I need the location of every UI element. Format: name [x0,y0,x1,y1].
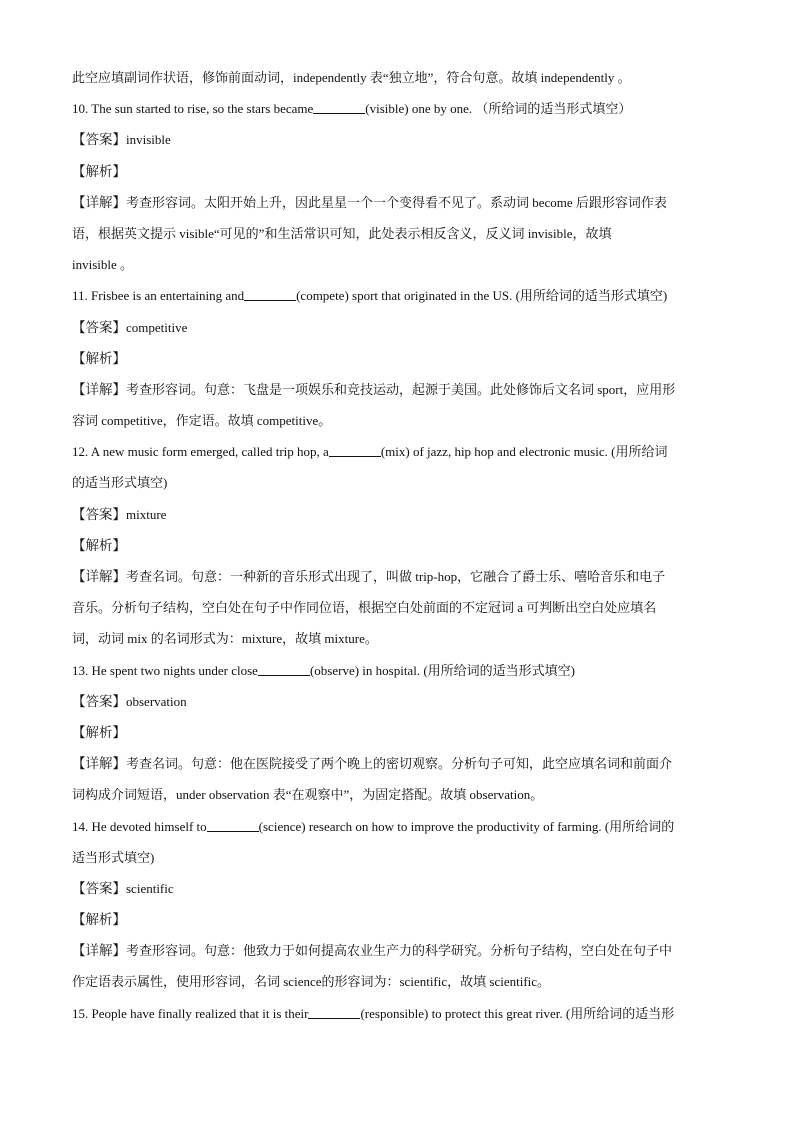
question-hint: (mix) of jazz, hip hop and electronic music. (用所给词 [380,444,668,460]
answer-blank [258,661,310,676]
text-line [72,592,724,623]
answer-line [72,124,724,155]
paragraph-text: 作定语表示属性，使用形容词，名词 science的形容词为：scientific，故填 scientific。 [72,974,551,990]
text-line [72,779,724,810]
answer-label: 【答案】 [72,506,126,523]
question-hint: (responsible) to protect this great river. (用所给词的适当形 [360,1005,675,1021]
question-hint: (science) research on how to improve the productivity of farming. (用所给词的 [258,818,675,834]
paragraph-text: 此空应填副词作状语，修饰前面动词，independently 表“独立地”，符合句意。故填 independently 。 [72,70,631,85]
detail-label: 【详解】 [72,569,126,585]
question-line [72,436,724,467]
answer-text: invisible [126,132,171,148]
answer-label: 【答案】 [72,132,126,149]
question-line [72,998,724,1029]
analysis-label: 【解析】 [72,350,126,367]
answer-text: mixture [126,506,167,522]
paragraph-text: 音乐。分析句子结构，空白处在句子中作同位语，根据空白处前面的不定冠词 a 可判断出空白处应填名 [72,600,657,616]
text-line [72,966,724,997]
text-line [72,249,724,280]
analysis-label: 【解析】 [72,724,126,741]
text-line [72,405,724,436]
question-line [72,655,724,686]
detail-text: 考查名词。句意：他在医院接受了两个晚上的密切观察。分析句子可知，此空应填名词和前面介 [126,756,673,772]
question-text: 12. A new music form emerged, called trip hop, a [72,444,329,460]
detail-label: 【详解】 [72,756,126,773]
paragraph-text: 容词 competitive，作定语。故填 competitive。 [72,413,332,429]
detail-label: 【详解】 [72,194,126,211]
detail-line [72,374,724,405]
question-line [72,93,724,124]
answer-blank [308,1004,360,1019]
answer-text: competitive [126,319,188,335]
answer-blank [329,442,381,457]
paragraph-text: 适当形式填空) [72,849,155,865]
text-line [72,218,724,249]
analysis-line [72,530,724,561]
answer-text: observation [126,693,187,709]
detail-text: 考查形容词。句意：飞盘是一项娱乐和竞技运动，起源于美国。此处修饰后文名词 sport，应用形 [126,381,676,397]
paragraph-text: 语，根据英文提示 visible“可见的”和生活常识可知，此处表示相反含义，反义词 invisible，故填 [72,225,612,241]
answer-label: 【答案】 [72,319,126,336]
text-line [72,623,724,654]
analysis-label: 【解析】 [72,537,126,554]
paragraph-text: 词，动词 mix 的名词形式为：mixture，故填 mixture。 [72,631,378,647]
question-hint: (visible) one by one. （所给词的适当形式填空） [365,101,632,117]
detail-text: 考查名词。句意：一种新的音乐形式出现了，叫做 trip-hop，它融合了爵士乐、嘻哈音乐和电子 [126,569,666,584]
question-line [72,811,724,842]
question-text: 10. The sun started to rise, so the stars became [72,101,314,117]
detail-text: 考查形容词。句意：他致力于如何提高农业生产力的科学研究。分析句子结构，空白处在句子中 [126,943,673,959]
answer-label: 【答案】 [72,693,126,710]
analysis-label: 【解析】 [72,912,126,929]
question-hint: (compete) sport that originated in the US. (用所给词的适当形式填空) [296,288,668,304]
text-line [72,62,724,93]
detail-label: 【详解】 [72,381,126,398]
analysis-line [72,156,724,187]
answer-line [72,873,724,904]
question-line [72,280,724,311]
paragraph-text: invisible 。 [72,257,134,273]
detail-label: 【详解】 [72,943,126,960]
question-text: 13. He spent two nights under close [72,662,258,678]
paragraph-text: 词构成介词短语，under observation 表“在观察中”，为固定搭配。故填 observation。 [72,787,544,803]
text-line [72,467,724,498]
question-text: 11. Frisbee is an entertaining and [72,288,245,304]
answer-blank [244,286,296,301]
analysis-line [72,717,724,748]
answer-blank [207,817,259,832]
detail-line [72,748,724,779]
question-hint: (observe) in hospital. (用所给词的适当形式填空) [309,662,575,678]
answer-line [72,499,724,530]
question-text: 15. People have finally realized that it is their [72,1005,309,1021]
detail-line [72,561,724,592]
answer-line [72,686,724,717]
answer-line [72,312,724,343]
detail-line [72,935,724,966]
analysis-label: 【解析】 [72,163,126,180]
answer-blank [313,99,365,114]
paragraph-text: 的适当形式填空) [72,475,168,491]
analysis-line [72,904,724,935]
answer-label: 【答案】 [72,880,126,897]
document-page [72,62,724,1029]
text-line [72,842,724,873]
question-text: 14. He devoted himself to [72,818,207,834]
detail-text: 考查形容词。太阳开始上升，因此星星一个一个变得看不见了。系动词 become 后跟形容词作表 [126,194,667,210]
answer-text: scientific [126,880,174,896]
analysis-line [72,343,724,374]
detail-line [72,187,724,218]
